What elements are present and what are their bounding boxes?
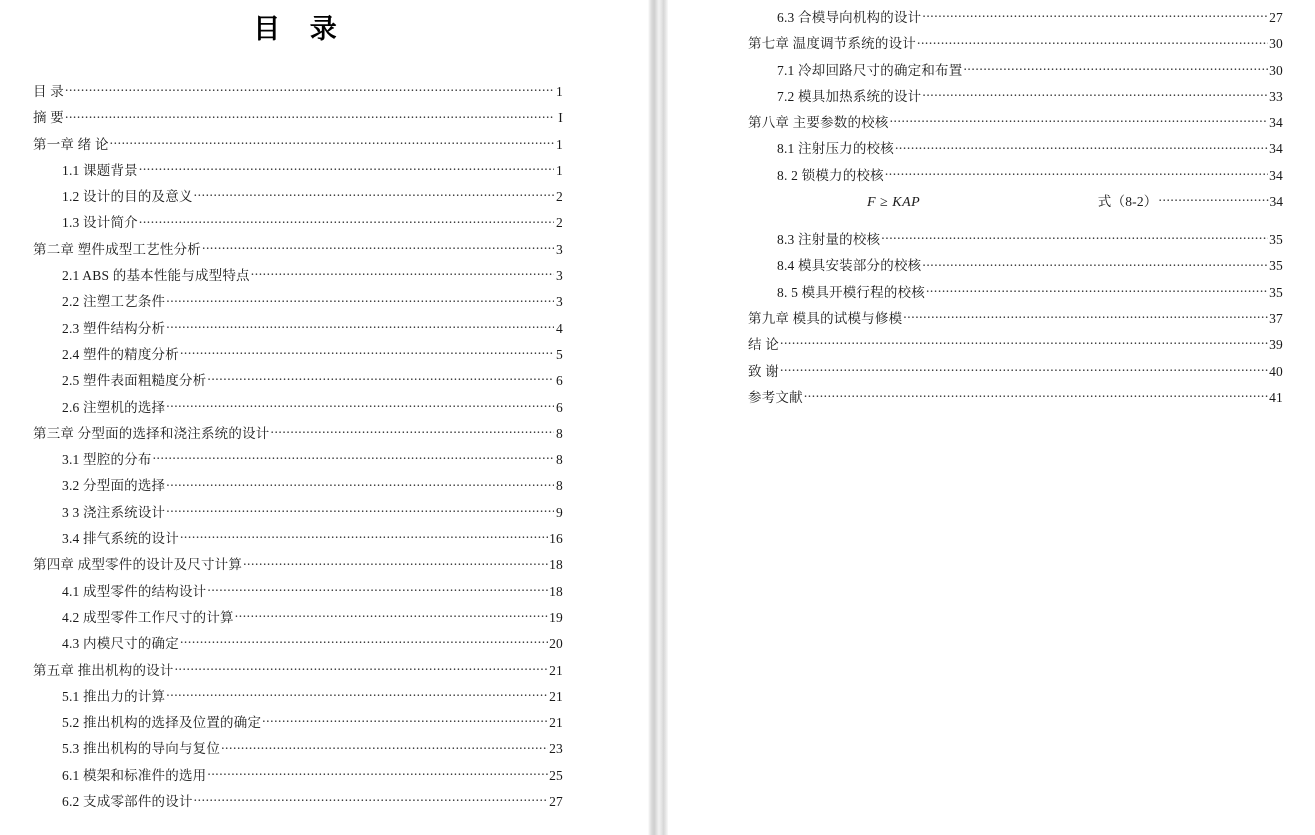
toc-chapter-entry[interactable] [33, 106, 563, 132]
page-number: I [558, 110, 563, 126]
page-number: 40 [1269, 363, 1283, 379]
toc-chapter-entry[interactable] [748, 360, 1283, 386]
toc-section-entry[interactable] [33, 211, 563, 237]
leader-dots [139, 214, 554, 228]
page-number: 27 [1269, 10, 1283, 25]
leader-dots [235, 608, 548, 622]
page-number: 33 [1269, 88, 1283, 104]
toc-chapter-entry[interactable] [748, 32, 1283, 58]
page-number: 16 [549, 531, 563, 547]
toc-section-entry[interactable] [748, 228, 1283, 254]
toc-entry-label: 3.4 排气系统的设计 [62, 531, 179, 547]
toc-section-entry[interactable] [33, 343, 563, 369]
leader-dots [922, 87, 1268, 101]
page-number: 35 [1269, 284, 1283, 300]
toc-chapter-entry[interactable] [748, 307, 1283, 333]
page-number: 21 [549, 688, 563, 704]
page-number: 3 [556, 241, 563, 257]
page-number: 35 [1269, 232, 1283, 248]
page-number: 41 [1269, 389, 1283, 405]
leader-dots [207, 766, 548, 780]
page-number: 34 [1269, 141, 1283, 157]
page-number: 8 [556, 425, 563, 441]
leader-dots [890, 114, 1269, 128]
toc-entry-label: 8.3 注射量的校核 [777, 232, 881, 248]
toc-entry-label: 8.1 注射压力的校核 [777, 141, 894, 157]
page-number: 30 [1269, 62, 1283, 78]
leader-dots [139, 161, 554, 175]
toc-section-entry[interactable] [33, 501, 563, 527]
leader-dots [153, 451, 554, 465]
page-number: 39 [1269, 337, 1283, 353]
toc-entry-label: 6.2 支成零部件的设计 [62, 794, 193, 810]
toc-entry-label: 5.1 推出力的计算 [62, 688, 166, 704]
page-number: 30 [1269, 36, 1283, 52]
page-number: 1 [556, 162, 563, 178]
page-number: 27 [549, 794, 563, 810]
toc-section-entry[interactable] [33, 527, 563, 553]
toc-section-entry[interactable] [33, 606, 563, 632]
toc-entry-label: 1.3 设计简介 [62, 215, 138, 231]
page-number: 34 [1269, 115, 1283, 131]
page-number: 8 [556, 478, 563, 494]
leader-dots [65, 83, 554, 97]
page-number: 3 [556, 268, 563, 284]
toc-section-entry[interactable] [748, 59, 1283, 85]
toc-entry-label: 2.1 ABS 的基本性能与成型特点 [62, 268, 250, 284]
toc-entry-label: 2.3 塑件结构分析 [62, 320, 166, 336]
toc-list-right [748, 6, 1283, 412]
toc-section-entry[interactable] [33, 685, 563, 711]
leader-dots [922, 257, 1268, 271]
equation-label: 式（8-2） [1097, 194, 1158, 210]
page-number: 35 [1269, 258, 1283, 274]
formula-expression: F ≥ KAP [867, 195, 921, 211]
leader-dots [180, 530, 548, 544]
page-number: 19 [549, 609, 563, 625]
page-number: 9 [556, 504, 563, 520]
toc-section-entry[interactable] [33, 369, 563, 395]
toc-entry-label: 第七章 温度调节系统的设计 [748, 36, 916, 52]
toc-entry-label: 目 录 [33, 84, 64, 99]
toc-entry-label: 3.1 型腔的分布 [62, 452, 152, 468]
toc-entry-label: 致 谢 [748, 363, 779, 379]
leader-dots [881, 231, 1268, 245]
toc-entry-label: 第一章 绪 论 [33, 136, 109, 152]
toc-entry-label: 7.2 模具加热系统的设计 [777, 88, 922, 104]
leader-dots [262, 714, 548, 728]
page-number: 37 [1269, 310, 1283, 326]
toc-section-entry[interactable] [33, 264, 563, 290]
toc-entry-label: 8.4 模具安装部分的校核 [777, 258, 922, 274]
toc-section-entry[interactable] [33, 737, 563, 763]
toc-section-entry[interactable] [33, 790, 563, 816]
toc-chapter-entry[interactable] [33, 238, 563, 264]
page-number: 1 [556, 84, 563, 99]
toc-entry-label: 第三章 分型面的选择和浇注系统的设计 [33, 425, 270, 441]
page-number: 3 [556, 294, 563, 310]
toc-entry-label: 参考文献 [748, 389, 803, 405]
toc-formula-row [748, 190, 1283, 228]
toc-entry-label: 3 3 浇注系统设计 [62, 504, 166, 520]
leader-dots [166, 477, 554, 491]
toc-section-entry[interactable] [33, 632, 563, 658]
leader-dots [243, 556, 548, 570]
leader-dots [166, 503, 554, 517]
leader-dots [895, 140, 1268, 154]
leader-dots [180, 635, 548, 649]
leader-dots [251, 267, 554, 281]
page-title: 目 录 [253, 14, 347, 45]
toc-section-entry[interactable] [748, 164, 1283, 190]
toc-entry-label: 8. 5 模具开模行程的校核 [777, 284, 925, 300]
page-number: 18 [549, 557, 563, 573]
toc-section-entry[interactable] [33, 317, 563, 343]
toc-chapter-entry[interactable] [33, 133, 563, 159]
leader-dots [166, 687, 548, 701]
leader-dots [926, 283, 1268, 297]
toc-entry-label: 结 论 [748, 337, 779, 353]
leader-dots [194, 793, 548, 807]
toc-section-entry[interactable] [33, 580, 563, 606]
toc-entry-label: 第五章 推出机构的设计 [33, 662, 174, 678]
toc-entry-label: 2.4 塑件的精度分析 [62, 346, 179, 362]
toc-entry-label: 3.2 分型面的选择 [62, 478, 166, 494]
toc-list-left [33, 80, 563, 816]
leader-dots [270, 424, 554, 438]
page-number: 5 [556, 346, 563, 362]
leader-dots [180, 345, 554, 359]
leader-dots [166, 293, 554, 307]
toc-entry-label: 1.2 设计的目的及意义 [62, 189, 193, 205]
toc-section-entry[interactable] [33, 448, 563, 474]
toc-chapter-entry[interactable] [748, 386, 1283, 412]
page-number: 8 [556, 452, 563, 468]
toc-section-entry[interactable] [748, 85, 1283, 111]
leader-dots [194, 188, 554, 202]
leader-dots [885, 166, 1268, 180]
leader-dots [110, 135, 554, 149]
toc-chapter-entry[interactable] [748, 333, 1283, 359]
page-number: 34 [1269, 194, 1283, 210]
page-number: 21 [549, 662, 563, 678]
page-number: 4 [556, 320, 563, 336]
toc-section-entry[interactable] [33, 474, 563, 500]
toc-entry-label: 第四章 成型零件的设计及尺寸计算 [33, 557, 243, 573]
page-number: 21 [549, 715, 563, 731]
toc-section-entry[interactable] [33, 711, 563, 737]
toc-section-entry[interactable] [33, 764, 563, 790]
leader-dots [780, 362, 1268, 376]
leader-dots [221, 740, 548, 754]
leader-dots [65, 109, 554, 123]
left-page [0, 0, 650, 835]
book-gutter-shadow [648, 0, 669, 835]
toc-entry-label: 5.3 推出机构的导向与复位 [62, 741, 221, 757]
leader-dots [963, 61, 1268, 75]
leader-dots [1159, 193, 1269, 207]
toc-section-entry[interactable] [33, 396, 563, 422]
toc-entry-label: 4.2 成型零件工作尺寸的计算 [62, 609, 234, 625]
toc-entry-label: 1.1 课题背景 [62, 162, 138, 178]
leader-dots [804, 388, 1268, 402]
page-number: 2 [556, 189, 563, 205]
toc-section-entry[interactable] [748, 137, 1283, 163]
leader-dots [917, 35, 1268, 49]
toc-chapter-entry[interactable] [33, 659, 563, 685]
toc-entry-label: 8. 2 锁模力的校核 [777, 167, 884, 183]
page-number: 1 [556, 136, 563, 152]
toc-chapter-entry[interactable] [33, 553, 563, 579]
toc-section-entry[interactable] [748, 281, 1283, 307]
toc-section-entry[interactable] [748, 254, 1283, 280]
toc-entry-label: 6.3 合模导向机构的设计 [777, 10, 922, 25]
toc-entry-label: 2.5 塑件表面粗糙度分析 [62, 373, 207, 389]
toc-entry-label: 第九章 模具的试模与修模 [748, 310, 903, 326]
toc-section-entry[interactable] [33, 185, 563, 211]
toc-entry-label: 摘 要 [33, 110, 64, 126]
page-number: 6 [556, 373, 563, 389]
page-number: 34 [1269, 167, 1283, 183]
toc-section-entry[interactable] [33, 290, 563, 316]
page-number: 6 [556, 399, 563, 415]
page-number: 23 [549, 741, 563, 757]
toc-entry-label: 第二章 塑件成型工艺性分析 [33, 241, 201, 257]
leader-dots [207, 582, 548, 596]
toc-entry-label: 5.2 推出机构的选择及位置的确定 [62, 715, 262, 731]
toc-entry-label: 2.6 注塑机的选择 [62, 399, 166, 415]
toc-chapter-entry[interactable] [33, 80, 563, 106]
leader-dots [166, 319, 554, 333]
leader-dots [207, 372, 554, 386]
leader-dots [202, 240, 554, 254]
page-number: 25 [549, 767, 563, 783]
right-page [668, 0, 1315, 835]
toc-chapter-entry[interactable] [748, 111, 1283, 137]
leader-dots [166, 398, 554, 412]
leader-dots [903, 309, 1268, 323]
toc-entry-label: 4.1 成型零件的结构设计 [62, 583, 207, 599]
leader-dots [175, 661, 549, 675]
page-number: 2 [556, 215, 563, 231]
leader-dots [780, 336, 1268, 350]
toc-section-entry[interactable] [33, 159, 563, 185]
toc-entry-label: 4.3 内模尺寸的确定 [62, 636, 179, 652]
toc-section-entry[interactable] [748, 6, 1283, 32]
toc-entry-label: 第八章 主要参数的校核 [748, 115, 889, 131]
page-number: 20 [549, 636, 563, 652]
page-number: 18 [549, 583, 563, 599]
toc-chapter-entry[interactable] [33, 422, 563, 448]
toc-entry-label: 2.2 注塑工艺条件 [62, 294, 166, 310]
toc-entry-label: 6.1 模架和标准件的选用 [62, 767, 207, 783]
leader-dots [922, 9, 1268, 23]
toc-entry-label: 7.1 冷却回路尺寸的确定和布置 [777, 62, 963, 78]
